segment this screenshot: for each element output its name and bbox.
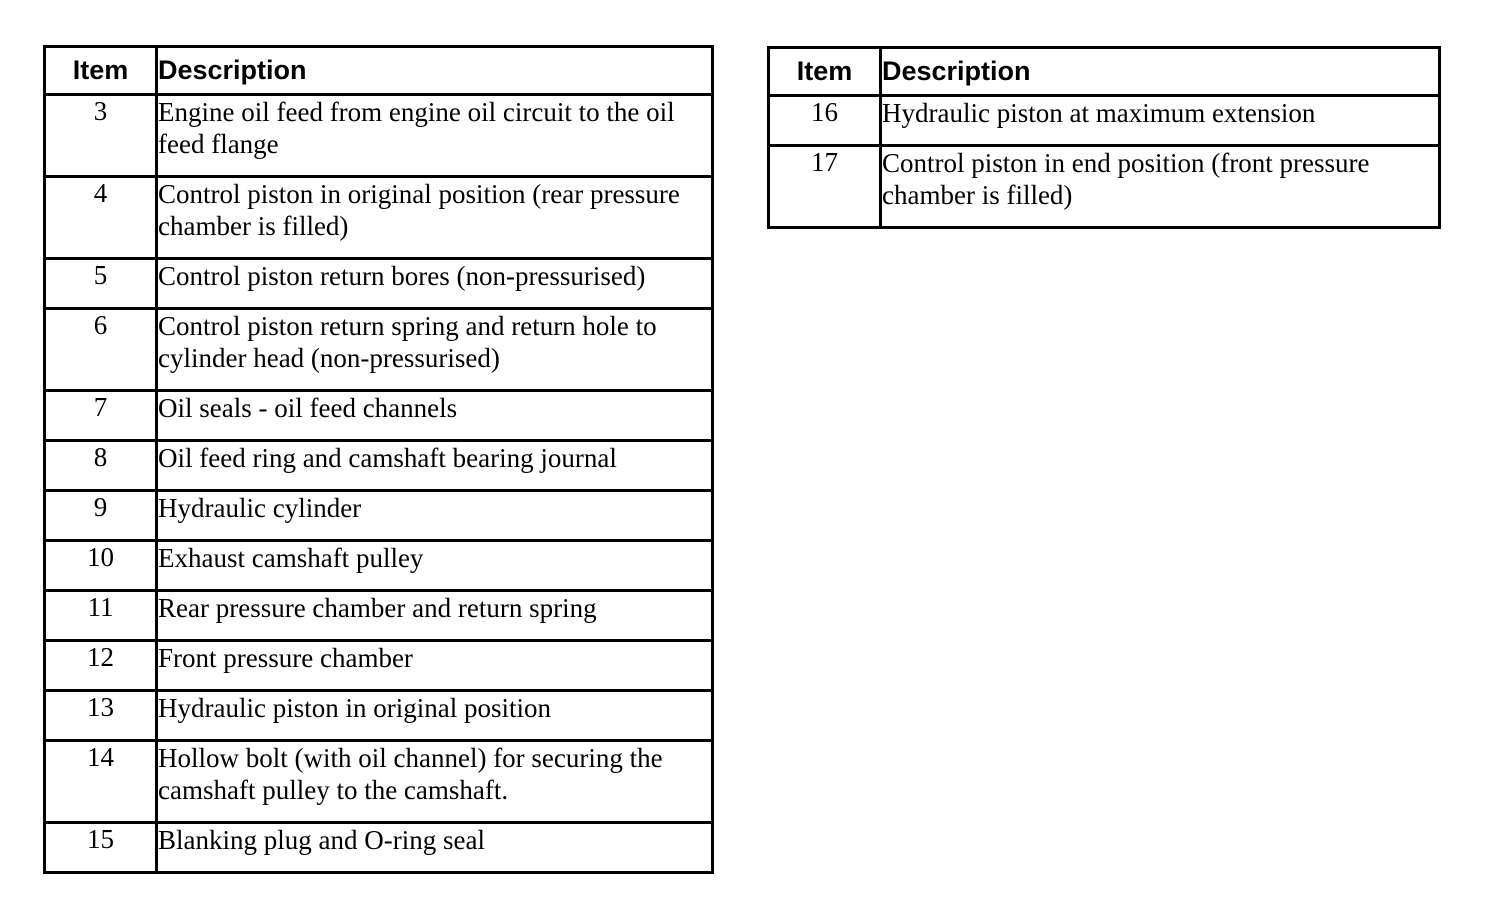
- item-number: 7: [45, 391, 157, 441]
- table-row: [45, 95, 713, 177]
- table-row: [45, 691, 713, 741]
- item-description: Control piston in original position (rear pressure chamber is filled): [157, 177, 713, 259]
- legend-table-right: [767, 46, 1441, 229]
- table-row: [45, 823, 713, 873]
- item-description: Control piston return spring and return hole to cylinder head (non-pressurised): [157, 309, 713, 391]
- item-number: 12: [45, 641, 157, 691]
- table-row: [45, 391, 713, 441]
- item-description: Oil feed ring and camshaft bearing journal: [157, 441, 713, 491]
- table-row: [45, 441, 713, 491]
- legend-table-left: [43, 45, 714, 874]
- item-description: Hollow bolt (with oil channel) for securing the camshaft pulley to the camshaft.: [157, 741, 713, 823]
- item-header: Item: [769, 48, 881, 96]
- item-number: 15: [45, 823, 157, 873]
- item-number: 16: [769, 96, 881, 146]
- item-number: 11: [45, 591, 157, 641]
- item-description: Front pressure chamber: [157, 641, 713, 691]
- item-description: Blanking plug and O-ring seal: [157, 823, 713, 873]
- description-header: Description: [881, 48, 1440, 96]
- item-description: Hydraulic piston in original position: [157, 691, 713, 741]
- item-description: Hydraulic piston at maximum extension: [881, 96, 1440, 146]
- item-description: Control piston in end position (front pressure chamber is filled): [881, 146, 1440, 228]
- item-number: 8: [45, 441, 157, 491]
- table-row: [45, 259, 713, 309]
- table-row: [769, 146, 1440, 228]
- item-number: 14: [45, 741, 157, 823]
- item-number: 13: [45, 691, 157, 741]
- item-description: Oil seals - oil feed channels: [157, 391, 713, 441]
- item-number: 4: [45, 177, 157, 259]
- item-number: 3: [45, 95, 157, 177]
- table-row: [769, 96, 1440, 146]
- item-number: 5: [45, 259, 157, 309]
- item-description: Rear pressure chamber and return spring: [157, 591, 713, 641]
- table-row: [45, 491, 713, 541]
- table-row: [45, 641, 713, 691]
- item-number: 17: [769, 146, 881, 228]
- item-description: Exhaust camshaft pulley: [157, 541, 713, 591]
- item-description: Control piston return bores (non-pressurised): [157, 259, 713, 309]
- description-header: Description: [157, 47, 713, 95]
- item-number: 6: [45, 309, 157, 391]
- table-row: [45, 177, 713, 259]
- item-number: 9: [45, 491, 157, 541]
- table-row: [45, 741, 713, 823]
- header-row: [45, 47, 713, 95]
- header-row: [769, 48, 1440, 96]
- table-row: [45, 541, 713, 591]
- item-number: 10: [45, 541, 157, 591]
- item-description: Engine oil feed from engine oil circuit to the oil feed flange: [157, 95, 713, 177]
- item-header: Item: [45, 47, 157, 95]
- item-description: Hydraulic cylinder: [157, 491, 713, 541]
- table-row: [45, 591, 713, 641]
- table-row: [45, 309, 713, 391]
